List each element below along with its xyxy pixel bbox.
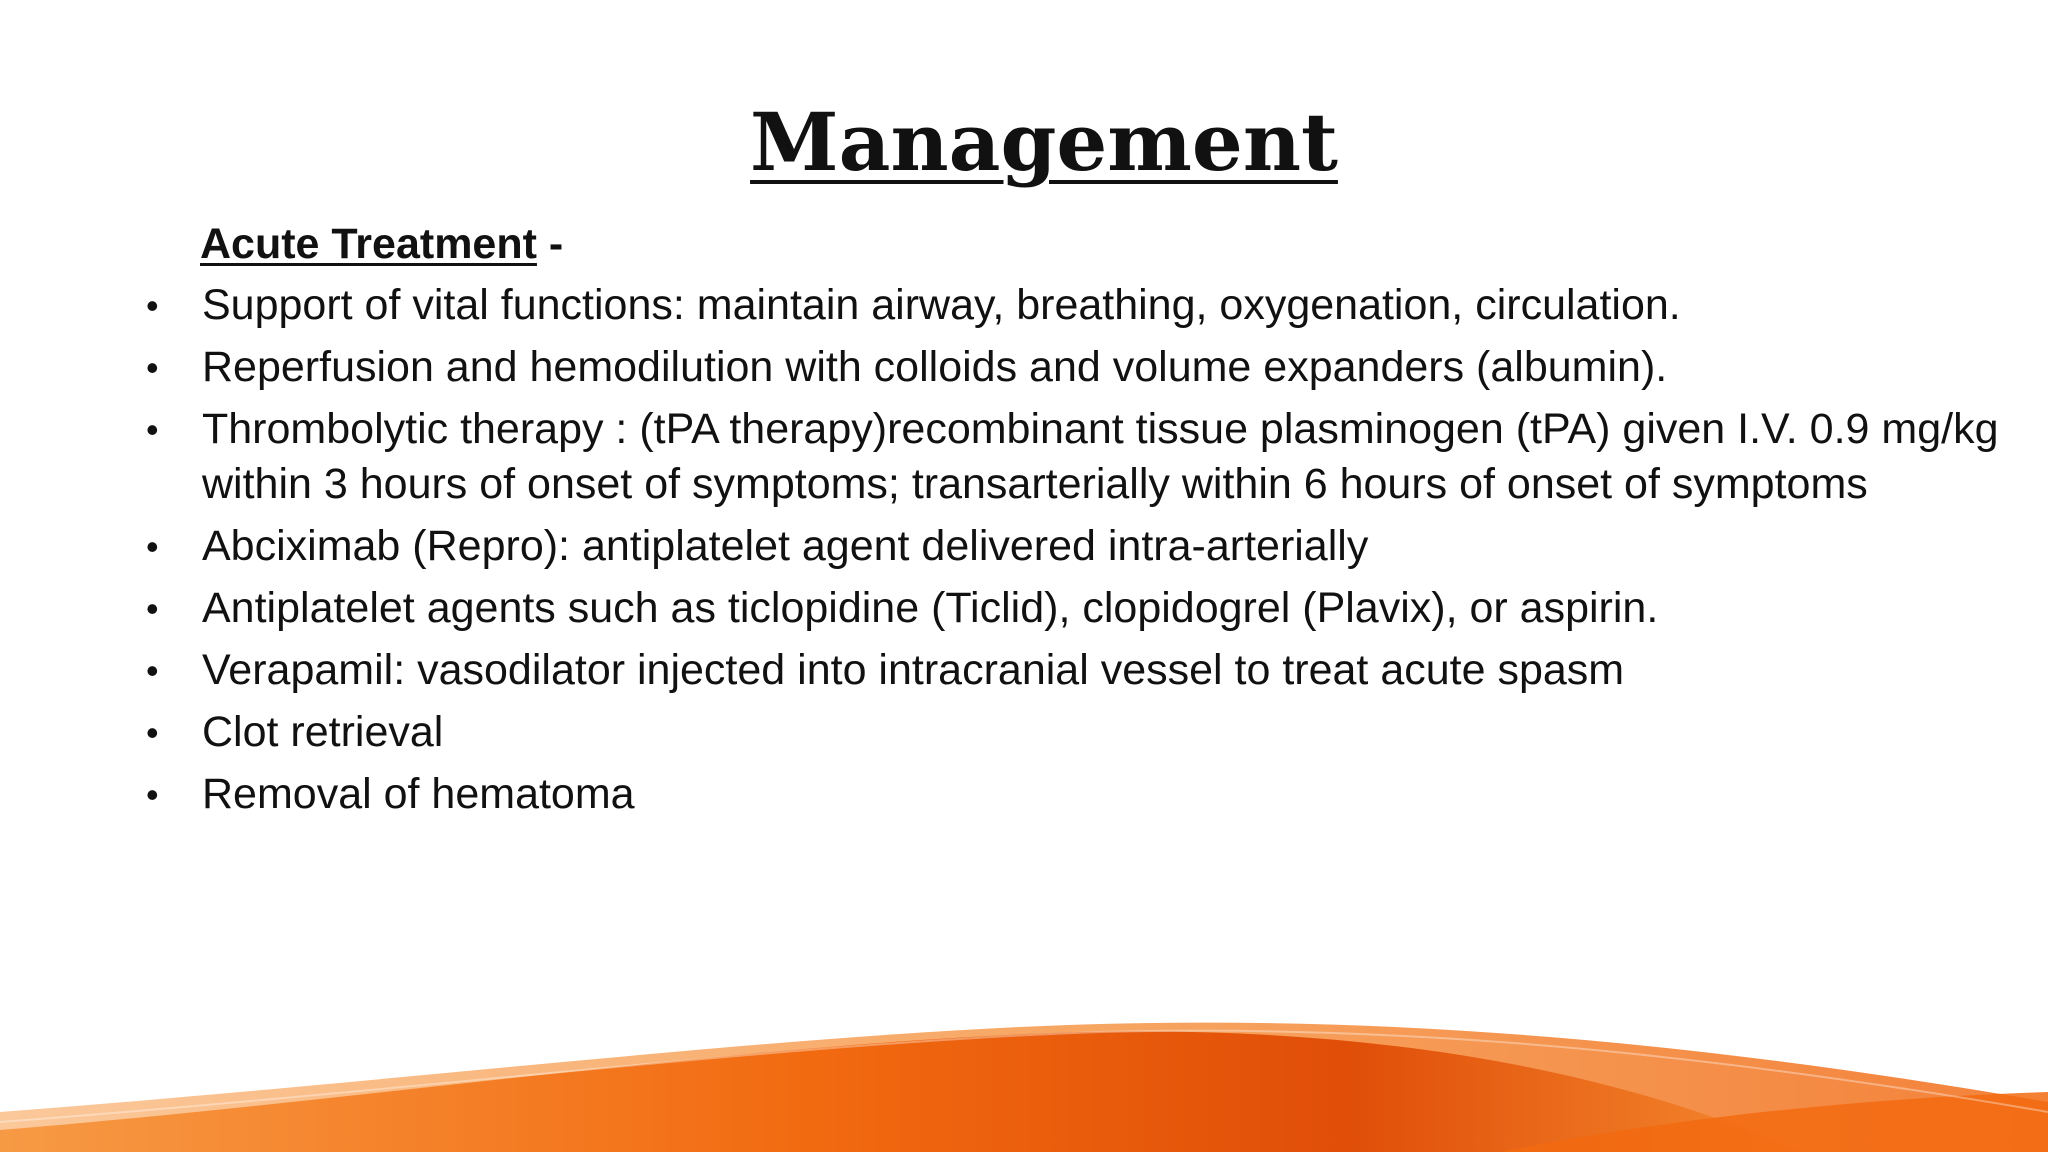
bullet-item	[140, 519, 2000, 574]
bullet-dot-icon: •	[146, 347, 159, 388]
bullet-text: Abciximab (Repro): antiplatelet agent delivered intra-arterially	[202, 522, 1369, 570]
bullet-dot-icon: •	[146, 650, 159, 691]
bullet-dot-icon: •	[146, 409, 159, 450]
bullet-text: Reperfusion and hemodilution with colloids and volume expanders (albumin).	[202, 343, 1668, 391]
bullet-dot-icon: •	[146, 712, 159, 753]
bullet-item	[140, 705, 2000, 760]
bullet-item	[140, 767, 2000, 822]
bullet-dot-icon: •	[146, 285, 159, 326]
bullet-list	[140, 278, 2000, 829]
subheading-text: Acute Treatment	[200, 220, 537, 268]
bullet-item	[140, 340, 2000, 395]
subheading-suffix: -	[536, 220, 564, 268]
bullet-text: Clot retrieval	[202, 708, 444, 756]
bullet-item	[140, 278, 2000, 333]
section-subheading	[200, 216, 563, 272]
bullet-text: Removal of hematoma	[202, 770, 635, 818]
slide-title	[0, 92, 2048, 192]
bullet-text: Support of vital functions: maintain airway, breathing, oxygenation, circulation.	[202, 281, 1681, 329]
bullet-text: Antiplatelet agents such as ticlopidine (Ticlid), clopidogrel (Plavix), or aspirin.	[202, 584, 1659, 632]
bullet-dot-icon: •	[146, 526, 159, 567]
bullet-dot-icon: •	[146, 774, 159, 815]
bullet-text: Verapamil: vasodilator injected into intracranial vessel to treat acute spasm	[202, 646, 1625, 694]
bullet-item	[140, 643, 2000, 698]
bullet-item	[140, 402, 2000, 512]
bullet-dot-icon: •	[146, 588, 159, 629]
bullet-item	[140, 581, 2000, 636]
orange-wave-decoration	[0, 1002, 2048, 1152]
slide-title-text: Management	[750, 95, 1338, 189]
bullet-text: Thrombolytic therapy : (tPA therapy)recombinant tissue plasminogen (tPA) given I.V. 0.9 mg/kg within 3 hours of onset of symptoms; transarterially within 6 hours of onset of symptoms	[202, 405, 1999, 508]
